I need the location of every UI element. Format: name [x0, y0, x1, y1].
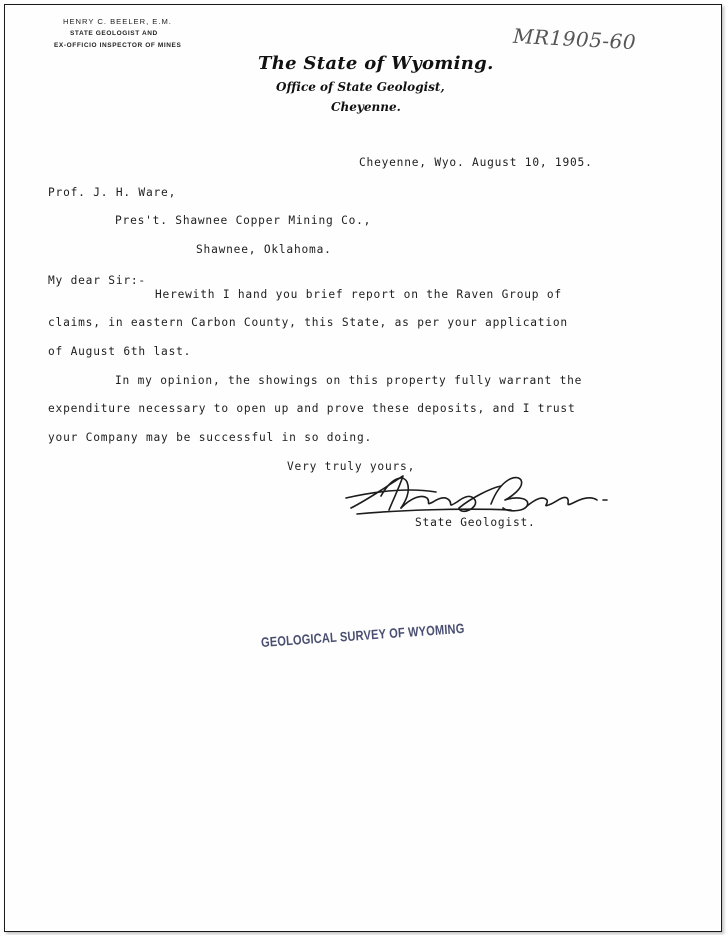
- letterhead-title: The State of Wyoming.: [258, 53, 494, 74]
- letterhead-office: Office of State Geologist,: [276, 80, 445, 94]
- body-line: expenditure necessary to open up and prove these deposits, and I trust: [48, 402, 576, 415]
- body-line: your Company may be successful in so doing.: [48, 431, 373, 444]
- body-line: Herewith I hand you brief report on the Raven Group of: [155, 288, 562, 301]
- salutation: My dear Sir:-: [48, 274, 146, 287]
- body-line: of August 6th last.: [48, 345, 192, 358]
- document-page: [4, 4, 722, 932]
- recipient-name: Prof. J. H. Ware,: [48, 186, 177, 199]
- letterhead-name: HENRY C. BEELER, E.M.: [63, 17, 172, 26]
- letterhead-role: STATE GEOLOGIST AND: [70, 30, 158, 37]
- letterhead-city: Cheyenne.: [331, 100, 401, 114]
- signer-title: State Geologist.: [415, 516, 536, 529]
- survey-stamp: GEOLOGICAL SURVEY OF WYOMING: [260, 620, 465, 650]
- body-line: claims, in eastern Carbon County, this State, as per your application: [48, 316, 568, 329]
- archive-annotation: MR1905-60: [512, 23, 637, 55]
- date-line: Cheyenne, Wyo. August 10, 1905.: [359, 156, 593, 169]
- signature: [341, 468, 631, 520]
- recipient-title: Pres't. Shawnee Copper Mining Co.,: [115, 214, 372, 227]
- letterhead-role-2: EX-OFFICIO INSPECTOR OF MINES: [54, 42, 182, 49]
- body-line: In my opinion, the showings on this property fully warrant the: [115, 374, 583, 387]
- closing: Very truly yours,: [287, 460, 416, 473]
- recipient-city: Shawnee, Oklahoma.: [196, 243, 332, 256]
